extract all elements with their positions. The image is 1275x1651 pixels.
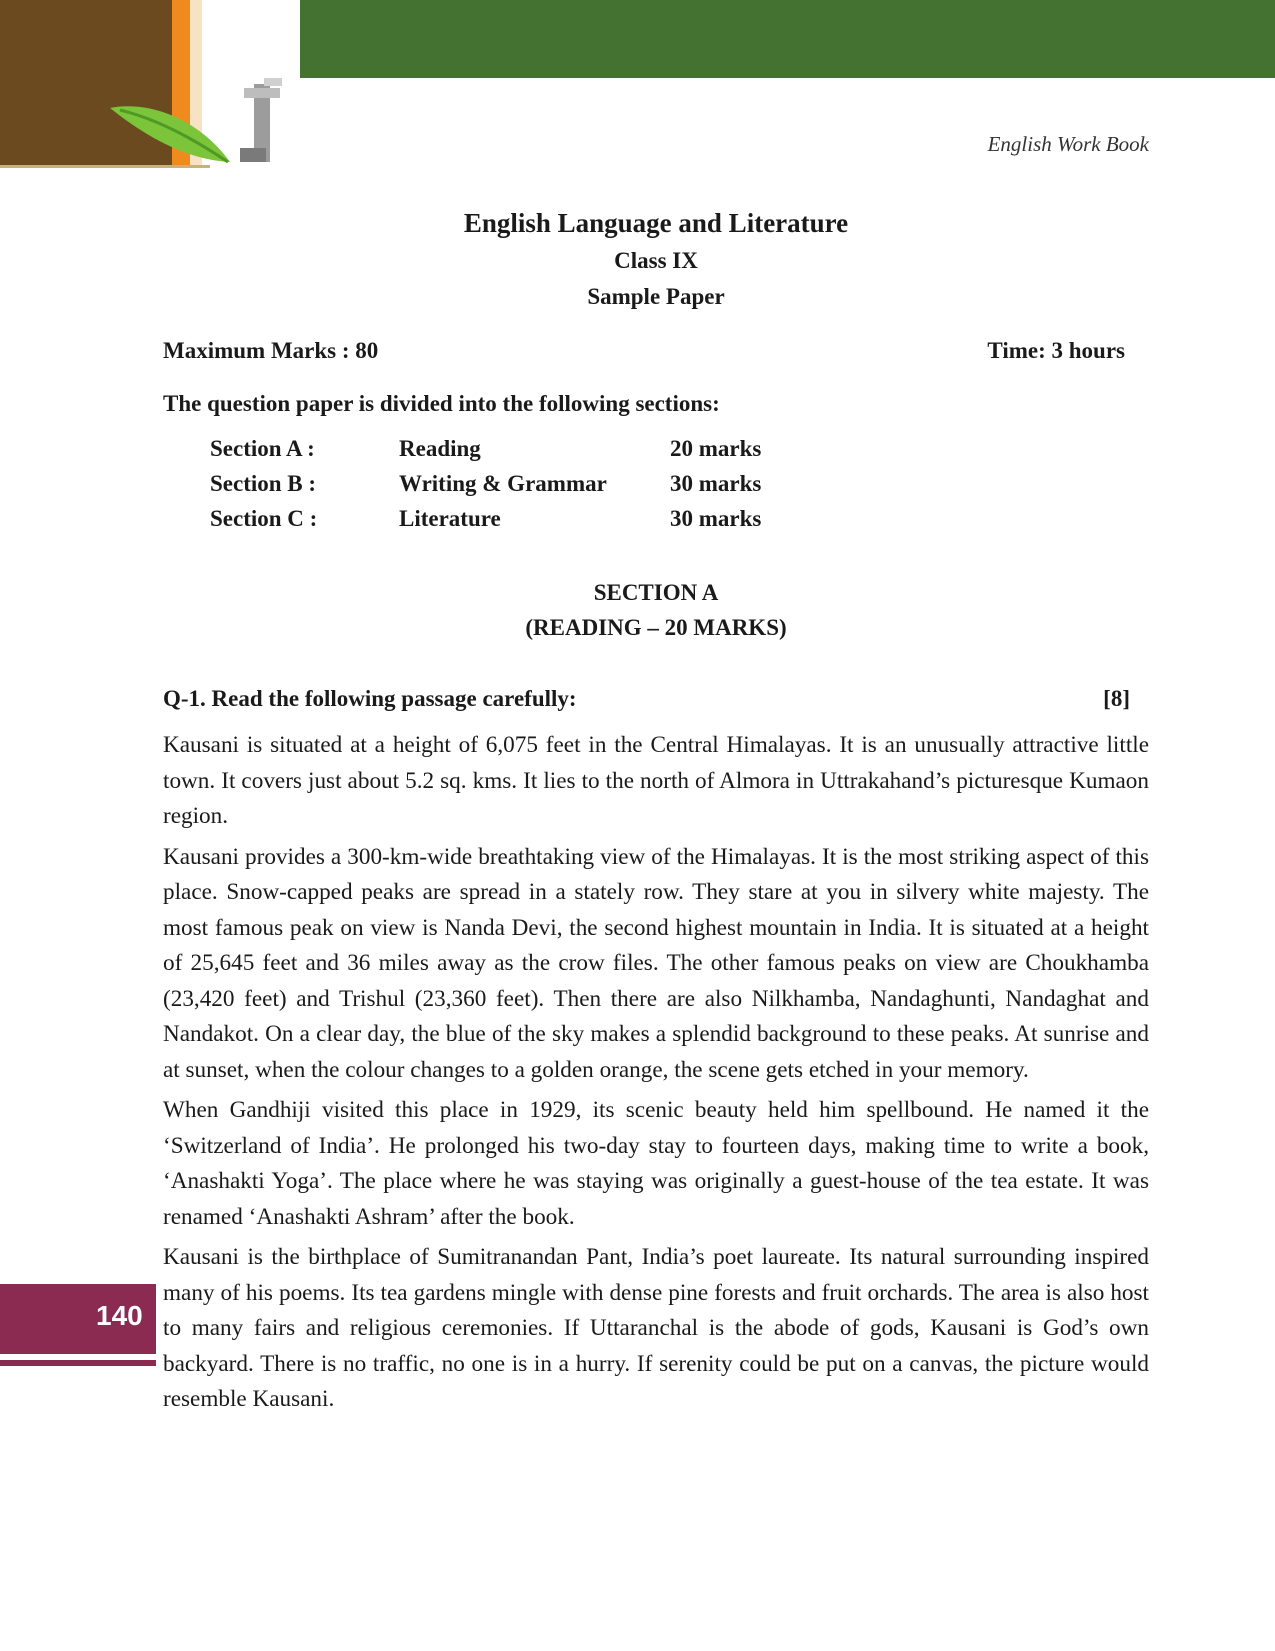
time-allowed: Time: 3 hours [987, 338, 1125, 363]
section-name: Reading [399, 436, 481, 461]
page-tab-rule [0, 1360, 156, 1366]
max-marks: Maximum Marks : 80 [163, 338, 379, 363]
section-row [210, 436, 810, 471]
leaf-icon [110, 100, 240, 170]
class-label: Class IX [614, 248, 698, 273]
reading-passage [163, 728, 1149, 1423]
section-subheading: (READING – 20 MARKS) [525, 615, 787, 640]
section-name: Writing & Grammar [399, 471, 607, 496]
question-marks: [8] [1103, 686, 1130, 711]
section-name: Literature [399, 506, 501, 531]
question-label-row [163, 686, 1130, 712]
section-code: Section B : [210, 471, 317, 496]
question-label: Q-1. Read the following passage carefully: [163, 686, 577, 711]
sections-list [210, 436, 810, 541]
paper-type: Sample Paper [587, 284, 725, 309]
passage-paragraph: Kausani provides a 300-km-wide breathtaking view of the Himalayas. It is the most striking aspect of this place. Snow-capped peaks are spread in a stately row. They stare at you in silvery white majesty. The most famous peak on view is Nanda Devi, the second highest mountain in India. It is situated at a height of 25,645 feet and 36 miles away as the crow files. The other famous peaks on view are Choukhamba (23,420 feet) and Trishul (23,360 feet). Then there are also Nilkhamba, Nandaghunti, Nandaghat and Nandakot. On a clear day, the blue of the sky makes a splendid background to these peaks. At sunrise and at sunset, when the colour changes to a golden orange, the scene gets etched in your memory. [163, 843, 1149, 1083]
passage-paragraph: When Gandhiji visited this place in 1929, its scenic beauty held him spellbound. He named it the ‘Switzerland of India’. He prolonged his two-day stay to fourteen days, making time to write a book, ‘Anashakti Yoga’. The place where he was staying was originally a guest-house of the tea estate. It was renamed ‘Anashakti Ashram’ after the book. [163, 1097, 1149, 1230]
section-marks: 30 marks [670, 506, 762, 531]
section-row [210, 471, 810, 506]
passage-paragraph: Kausani is situated at a height of 6,075 feet in the Central Himalayas. It is an unusually attractive little town. It covers just about 5.2 sq. kms. It lies to the north of Almora in Uttrakahand’s picturesque Kumaon region. [163, 732, 1149, 829]
figure-icon [232, 78, 292, 170]
sections-intro: The question paper is divided into the following sections: [163, 391, 720, 416]
paper-title: English Language and Literature [463, 208, 849, 238]
passage-paragraph: Kausani is the birthplace of Sumitranandan Pant, India’s poet laureate. Its natural surrounding inspired many of his poems. Its tea gardens mingle with dense pine forests and fruit orchards. The area is also host to many fairs and religious ceremonies. If Uttaranchal is the abode of gods, Kausani is God’s own backyard. There is no traffic, no one is in a hurry. If serenity could be put on a canvas, the picture would resemble Kausani. [163, 1244, 1149, 1412]
section-marks: 20 marks [670, 436, 762, 461]
section-code: Section C : [210, 506, 318, 531]
section-marks: 30 marks [670, 471, 762, 496]
header-green-band [300, 0, 1275, 78]
section-heading: SECTION A [593, 580, 719, 605]
section-code: Section A : [210, 436, 315, 461]
page-number: 140 [96, 1300, 143, 1331]
running-head: English Work Book [987, 132, 1149, 156]
section-row [210, 506, 810, 541]
